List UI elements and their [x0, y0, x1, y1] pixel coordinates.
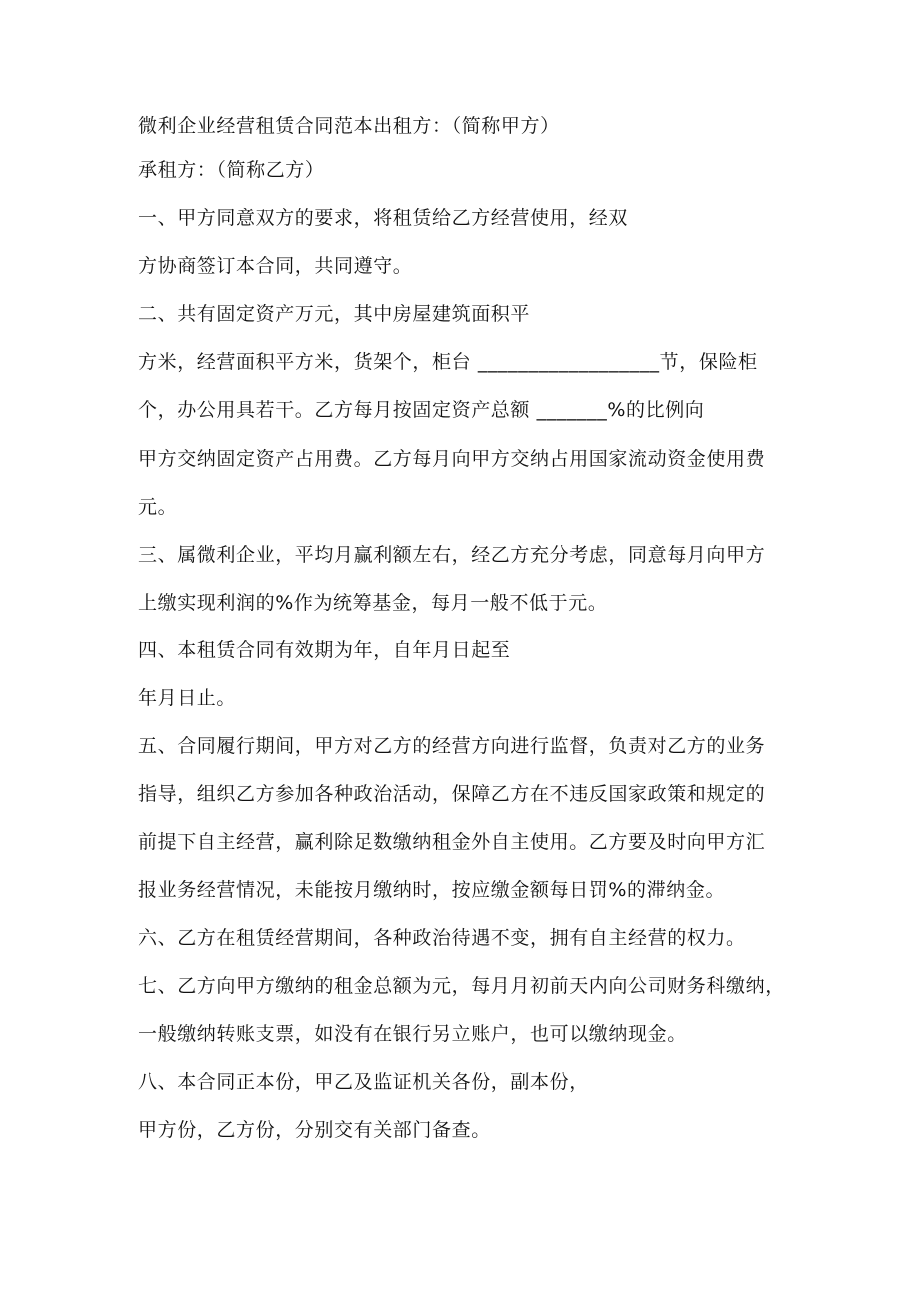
text-line: 方协商签订本合同，共同遵守。 — [138, 255, 413, 277]
text-line: 年月日止。 — [138, 687, 237, 709]
document-title-line: 微利企业经营租赁合同范本出租方：（简称甲方） — [138, 115, 560, 137]
text-line: 二、共有固定资产万元，其中房屋建筑面积平 — [138, 303, 531, 325]
text-line: 六、乙方在租赁经营期间，各种政治待遇不变，拥有自主经营的权力。 — [138, 927, 746, 949]
text-line: 四、本租赁合同有效期为年，自年月日起至 — [138, 639, 511, 661]
text-line: 元。 — [138, 496, 178, 518]
text-line: 七、乙方向甲方缴纳的租金总额为元，每月月初前天内向公司财务科缴纳， — [138, 975, 785, 997]
text-line: 方米，经营面积平方米，货架个，柜台 __________________节，保险柜 — [138, 351, 758, 373]
text-line: 甲方交纳固定资产占用费。乙方每月向甲方交纳占用国家流动资金使用费 — [138, 448, 766, 470]
text-line: 前提下自主经营，赢利除足数缴纳租金外自主使用。乙方要及时向甲方汇 — [138, 831, 766, 853]
text-line: 指导，组织乙方参加各种政治活动，保障乙方在不违反国家政策和规定的 — [138, 783, 766, 805]
text-line: 承租方：（简称乙方） — [138, 159, 325, 181]
text-line: 报业务经营情况，未能按月缴纳时，按应缴金额每日罚%的滞纳金。 — [138, 879, 726, 901]
text-line: 甲方份，乙方份，分别交有关部门备查。 — [138, 1119, 491, 1141]
text-line: 五、合同履行期间，甲方对乙方的经营方向进行监督，负责对乙方的业务 — [138, 735, 766, 757]
text-line: 个，办公用具若干。乙方每月按固定资产总额 _______%的比例向 — [138, 399, 705, 421]
text-line: 一、甲方同意双方的要求，将租赁给乙方经营使用，经双 — [138, 207, 629, 229]
text-line: 三、属微利企业，平均月赢利额左右，经乙方充分考虑，同意每月向甲方 — [138, 544, 766, 566]
text-line: 一般缴纳转账支票，如没有在银行另立账户，也可以缴纳现金。 — [138, 1023, 687, 1045]
text-line: 八、本合同正本份，甲乙及监证机关各份，副本份， — [138, 1071, 589, 1093]
text-line: 上缴实现利润的%作为统筹基金，每月一般不低于元。 — [138, 592, 608, 614]
